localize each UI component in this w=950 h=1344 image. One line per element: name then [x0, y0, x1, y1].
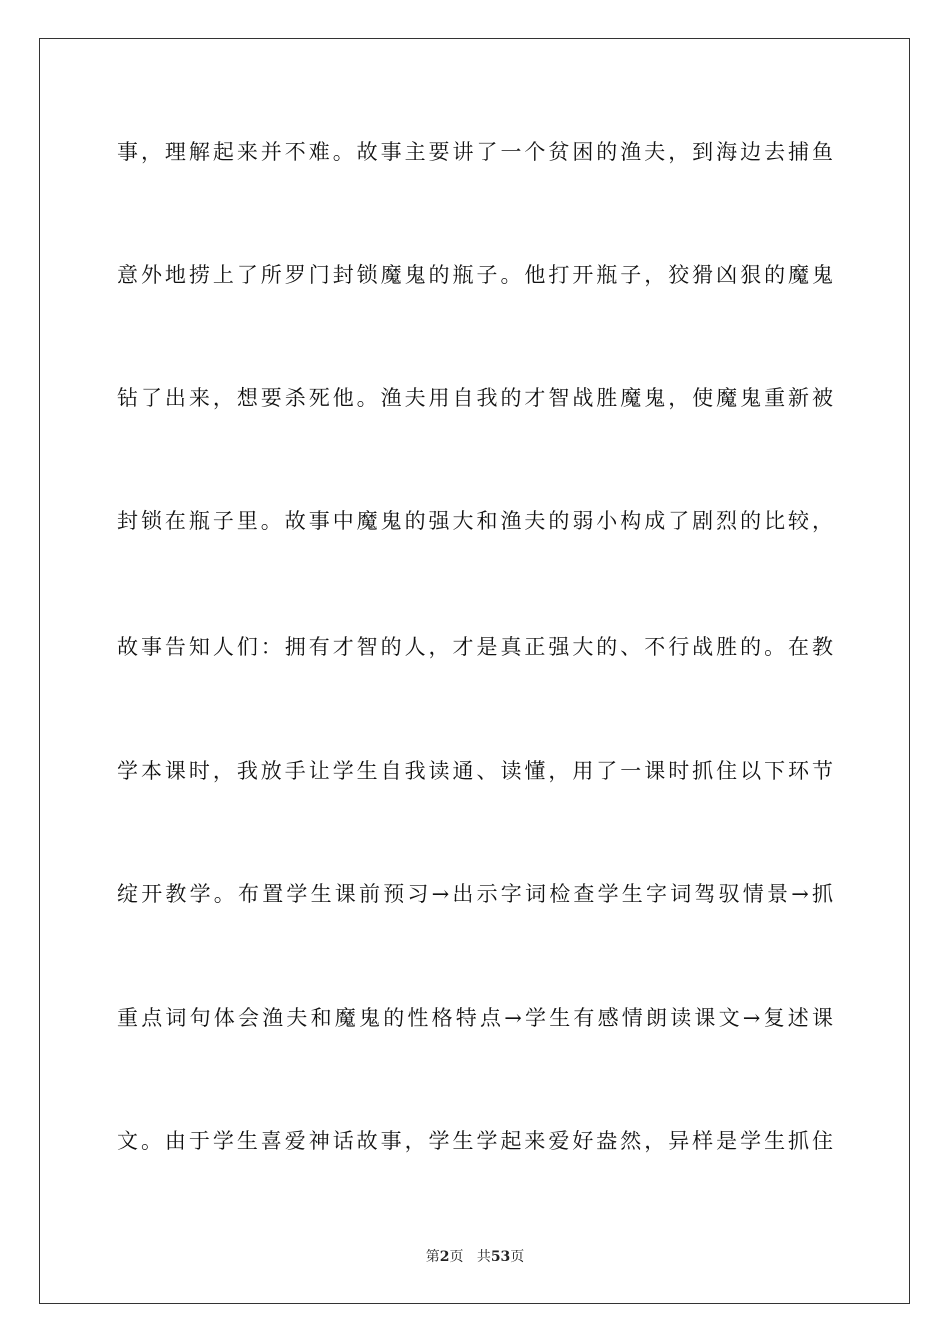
- total-pages: 53: [490, 1249, 511, 1265]
- page-number: 2: [439, 1249, 450, 1265]
- body-text-line: 文。由于学生喜爱神话故事，学生学起来爱好盎然，异样是学生抓住: [117, 1129, 833, 1153]
- total-prefix: 共: [476, 1249, 491, 1265]
- body-text-line: 意外地捞上了所罗门封锁魔鬼的瓶子。他打开瓶子，狡猾凶狠的魔鬼: [117, 263, 833, 287]
- body-text-line: 事，理解起来并不难。故事主要讲了一个贫困的渔夫，到海边去捕鱼: [117, 140, 833, 164]
- page-footer: [0, 1246, 950, 1266]
- page-border: [39, 38, 910, 1304]
- body-text-line: 重点词句体会渔夫和魔鬼的性格特点→学生有感情朗读课文→复述课: [117, 1006, 833, 1030]
- body-text-line: 封锁在瓶子里。故事中魔鬼的强大和渔夫的弱小构成了剧烈的比较，: [117, 509, 833, 533]
- total-suffix: 页: [510, 1249, 525, 1265]
- page-suffix: 页: [449, 1249, 464, 1265]
- body-text-line: 学本课时，我放手让学生自我读通、读懂，用了一课时抓住以下环节: [117, 759, 833, 783]
- page-prefix: 第: [425, 1249, 440, 1265]
- body-text-line: 故事告知人们：拥有才智的人，才是真正强大的、不行战胜的。在教: [117, 635, 833, 659]
- body-text-line: 钻了出来，想要杀死他。渔夫用自我的才智战胜魔鬼，使魔鬼重新被: [117, 386, 833, 410]
- body-text-line: 绽开教学。布置学生课前预习→出示字词检查学生字词驾驭情景→抓: [117, 882, 833, 906]
